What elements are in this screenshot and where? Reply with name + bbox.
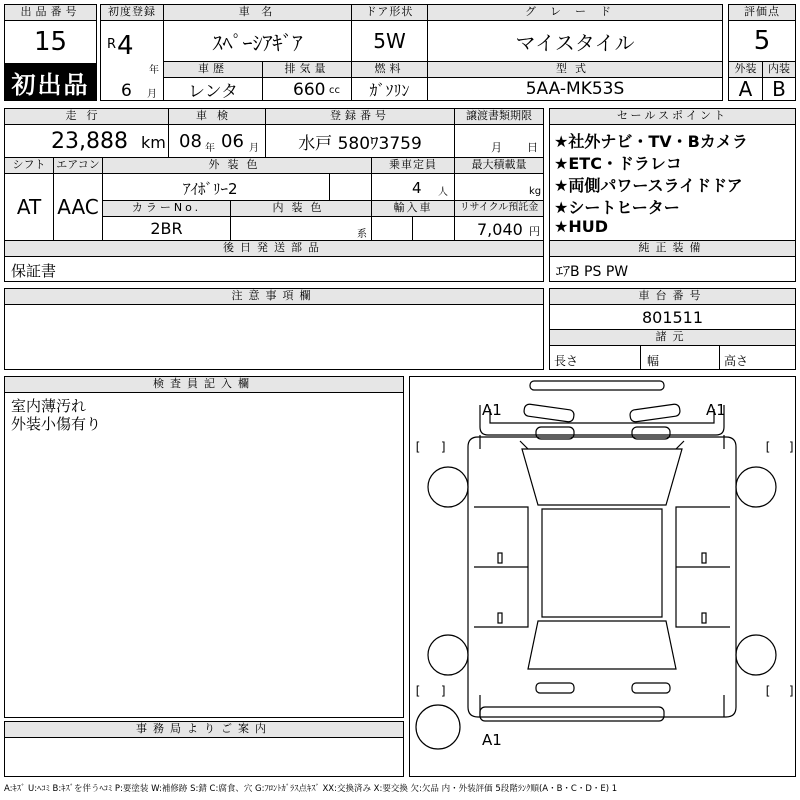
- int-color-cell: [230, 216, 372, 241]
- first-reg-year-unit: 年: [149, 65, 159, 76]
- capacity-label: 乗車定員: [371, 157, 455, 174]
- history: レンタ: [163, 77, 263, 101]
- width-cell: [640, 345, 720, 370]
- genuine-equipment-cell: [549, 256, 796, 282]
- chassis-number: 801511: [549, 304, 796, 330]
- recycle-fee: 7,040: [477, 220, 523, 239]
- mileage-unit: km: [141, 133, 166, 152]
- car-name: ｽﾍﾟｰｼｱｷﾞｱ: [163, 20, 352, 62]
- lot-label: 出品番号: [4, 4, 97, 21]
- capacity: 4: [412, 179, 422, 197]
- inspection-cell: [168, 124, 266, 158]
- height-label: 高さ: [724, 354, 749, 368]
- ext-score: A: [728, 77, 763, 101]
- capacity-unit: 人: [438, 187, 448, 198]
- sales-point: ★両側パワースライドドア: [554, 176, 743, 195]
- import-cell-b: [412, 216, 455, 241]
- grade: マイスタイル: [427, 20, 723, 62]
- first-reg-era: R: [107, 37, 117, 52]
- sales-point: ★HUD: [554, 217, 609, 236]
- inspection-month-unit: 月: [249, 143, 259, 154]
- int-score: B: [762, 77, 796, 101]
- import-label: 輸入車: [371, 200, 455, 217]
- svg-text:]: ]: [440, 440, 448, 454]
- height-cell: [719, 345, 796, 370]
- displacement-unit: cc: [329, 85, 340, 96]
- svg-text:[: [: [764, 684, 772, 698]
- later-parts-label: 後日発送部品: [4, 240, 544, 257]
- ext-color-label: 外装色: [102, 157, 372, 174]
- length-cell: [549, 345, 641, 370]
- fuel-label: 燃料: [351, 61, 428, 78]
- ext-color-extra: [329, 173, 372, 201]
- mileage-label: 走行: [4, 108, 169, 125]
- first-reg-month: 6: [121, 81, 132, 101]
- recycle-unit: 円: [529, 225, 540, 238]
- recycle-cell: [454, 216, 544, 241]
- svg-text:]: ]: [440, 684, 448, 698]
- int-score-label: 内装: [762, 61, 796, 78]
- inspector-remark: 室内薄汚れ: [11, 397, 87, 415]
- displacement: 660: [293, 80, 326, 100]
- displacement-label: 排気量: [262, 61, 352, 78]
- score-label: 評価点: [728, 4, 796, 21]
- grade-label: グレード: [427, 4, 723, 21]
- plate-number: 水戸 580ﾜ3759: [265, 124, 455, 158]
- sales-point: ★ETC・ドラレコ: [554, 154, 682, 173]
- first-listing-badge: 初出品: [4, 64, 97, 101]
- svg-text:[: [: [414, 684, 422, 698]
- inspection-year-unit: 年: [205, 143, 215, 154]
- inspector-box: [4, 392, 404, 718]
- sales-points-box: [549, 124, 796, 241]
- import-cell-a: [371, 216, 413, 241]
- inspector-label: 検査員記入欄: [4, 376, 404, 393]
- ext-color: ｱｲﾎﾞﾘｰ2: [183, 180, 238, 198]
- genuine-equipment-label: 純正装備: [549, 240, 796, 257]
- notes-label: 注意事項欄: [4, 288, 544, 305]
- svg-text:[: [: [764, 440, 772, 454]
- transfer-month-unit: 月: [491, 141, 502, 154]
- length-label: 長さ: [554, 354, 579, 368]
- first-reg-label: 初度登録: [100, 4, 164, 21]
- genuine-equipment: ｴｱB PS PW: [556, 264, 629, 280]
- int-color-label: 内装色: [230, 200, 372, 217]
- recycle-label: リサイクル預託金: [454, 200, 544, 217]
- sales-point: ★社外ナビ・TV・Bカメラ: [554, 132, 748, 151]
- office-box: [4, 737, 404, 777]
- max-load-cell: [454, 173, 544, 201]
- car-diagram: [409, 376, 796, 777]
- later-parts-cell: [4, 256, 544, 282]
- ac-label: エアコン: [53, 157, 103, 174]
- mileage-cell: [4, 124, 169, 158]
- ext-score-label: 外装: [728, 61, 763, 78]
- later-parts: 保証書: [11, 262, 57, 280]
- first-reg-year: 4: [117, 31, 134, 61]
- transfer-day-unit: 日: [527, 141, 538, 154]
- lot-number: 15: [4, 20, 97, 64]
- svg-text:]: ]: [788, 684, 795, 698]
- int-color-unit: 系: [357, 229, 367, 240]
- ext-color-cell: [102, 173, 330, 201]
- width-label: 幅: [647, 354, 660, 368]
- office-label: 事務局よりご案内: [4, 721, 404, 738]
- legend: A:ｷｽﾞ U:ﾍｺﾐ B:ｷｽﾞを伴うﾍｺﾐ P:要塗装 W:補修跡 S:錆 C:腐食、穴 G:ﾌﾛﾝﾄｶﾞﾗｽ点ｷｽﾞ XX:交換済み X:要交換 欠:欠品 内・外装評価 5段階ﾗﾝｸ順(A・B・C・D・E) 1: [4, 784, 618, 794]
- max-load-unit: kg: [529, 186, 542, 197]
- displacement-cell: [262, 77, 352, 101]
- transfer-deadline-cell: [454, 124, 544, 158]
- damage-mark: A1: [482, 401, 502, 419]
- history-label: 車歴: [163, 61, 263, 78]
- max-load-label: 最大積載量: [454, 157, 544, 174]
- sales-point: ★シートヒーター: [554, 198, 680, 217]
- shift-label: シフト: [4, 157, 54, 174]
- score: 5: [728, 20, 796, 62]
- door-type: 5W: [351, 20, 428, 62]
- svg-text:[: [: [414, 440, 422, 454]
- color-no-label: カラーNo.: [102, 200, 231, 217]
- transfer-deadline-label: 譲渡書類期限: [454, 108, 544, 125]
- inspection-month: 06: [221, 131, 244, 152]
- chassis-label: 車台番号: [549, 288, 796, 305]
- color-no: 2BR: [102, 216, 231, 241]
- ac: AAC: [53, 173, 103, 241]
- inspection-label: 車検: [168, 108, 266, 125]
- first-reg-month-unit: 月: [147, 89, 157, 100]
- fuel: ｶﾞｿﾘﾝ: [351, 77, 428, 101]
- mileage: 23,888: [51, 129, 128, 154]
- first-reg-cell: [100, 20, 164, 101]
- inspection-year: 08: [179, 131, 202, 152]
- svg-text:]: ]: [788, 440, 795, 454]
- damage-mark: A1: [482, 731, 502, 749]
- door-label: ドア形状: [351, 4, 428, 21]
- model-code-label: 型式: [427, 61, 723, 78]
- notes-box: [4, 304, 544, 370]
- car-name-label: 車 名: [163, 4, 352, 21]
- car-outline: [410, 377, 795, 776]
- inspector-remark: 外装小傷有り: [11, 415, 102, 433]
- capacity-cell: [371, 173, 455, 201]
- model-code: 5AA-MK53S: [427, 77, 723, 101]
- shift: AT: [4, 173, 54, 241]
- plate-label: 登録番号: [265, 108, 455, 125]
- sales-points-label: セールスポイント: [549, 108, 796, 125]
- damage-mark: A1: [706, 401, 726, 419]
- dimensions-label: 諸元: [549, 329, 796, 346]
